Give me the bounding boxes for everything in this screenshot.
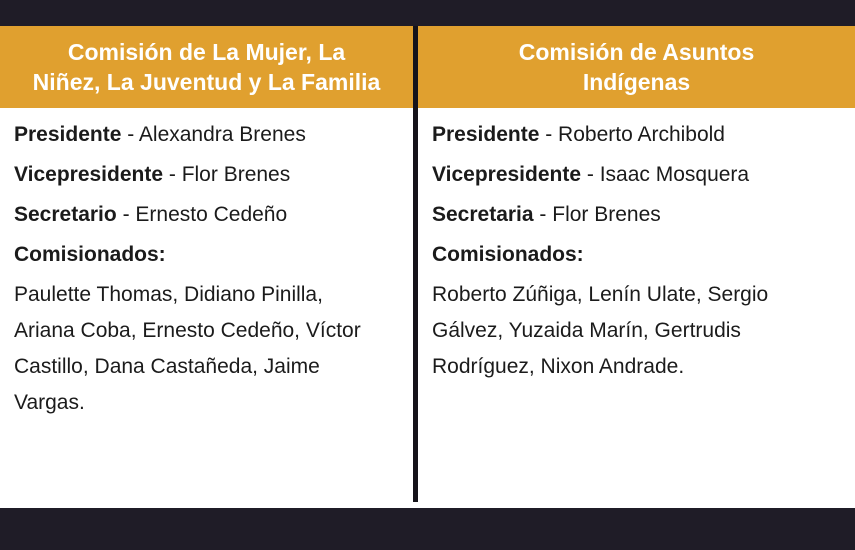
commissioners-heading — [14, 235, 399, 275]
member-row-president — [14, 115, 399, 155]
committee-body — [418, 108, 855, 385]
committee-panel-indigenous — [418, 26, 855, 502]
member-row-president — [432, 115, 841, 155]
member-name: - Ernesto Cedeño — [116, 203, 288, 226]
member-name: - Flor Brenes — [163, 163, 291, 186]
member-name: - Flor Brenes — [533, 203, 661, 226]
commissioners-line: Ariana Coba, Ernesto Cedeño, Víctor — [14, 319, 361, 342]
commissioners-heading — [432, 235, 841, 275]
committee-title-line: Comisión de Asuntos — [518, 39, 755, 65]
commissioners-label: Comisionados: — [432, 243, 584, 266]
role-label: Presidente — [432, 123, 540, 146]
commissioners-line: Vargas. — [14, 391, 85, 414]
committee-body — [0, 108, 413, 421]
role-label: Secretaria — [432, 203, 534, 226]
commissioners-line: Rodríguez, Nixon Andrade. — [432, 355, 685, 378]
committee-panel-women — [0, 26, 413, 502]
commissioners-label: Comisionados: — [14, 243, 166, 266]
bottom-divider — [0, 502, 855, 508]
commissioners-line: Paulette Thomas, Didiano Pinilla, — [14, 283, 323, 306]
committees-table — [0, 26, 855, 502]
member-row-secretary — [432, 195, 841, 235]
role-label: Vicepresidente — [432, 163, 582, 186]
role-label: Presidente — [14, 123, 122, 146]
member-row-vicepresident — [432, 155, 841, 195]
committee-title-line: Niñez, La Juventud y La Familia — [32, 69, 381, 95]
committee-header — [418, 26, 855, 108]
commissioners-line: Gálvez, Yuzaida Marín, Gertrudis — [432, 319, 741, 342]
role-label: Secretario — [14, 203, 117, 226]
commissioners-line: Roberto Zúñiga, Lenín Ulate, Sergio — [432, 283, 769, 306]
commissioners-list — [14, 277, 399, 421]
member-row-secretary — [14, 195, 399, 235]
committee-title-line: Comisión de La Mujer, La — [67, 39, 346, 65]
member-name: - Isaac Mosquera — [581, 163, 750, 186]
role-label: Vicepresidente — [14, 163, 164, 186]
member-row-vicepresident — [14, 155, 399, 195]
committee-title-line: Indígenas — [582, 69, 691, 95]
member-name: - Roberto Archibold — [539, 123, 725, 146]
commissioners-line: Castillo, Dana Castañeda, Jaime — [14, 355, 320, 378]
member-name: - Alexandra Brenes — [121, 123, 306, 146]
committee-header — [0, 26, 413, 108]
commissioners-list — [432, 277, 841, 385]
